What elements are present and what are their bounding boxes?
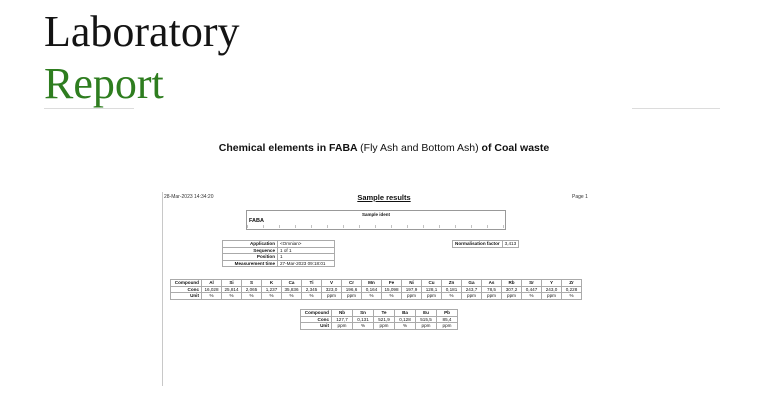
compound-cell: Sr — [522, 280, 542, 287]
compound-label: Compound — [171, 280, 202, 287]
conc-cell: 15,098 — [382, 286, 402, 293]
compound-cell: Ca — [282, 280, 302, 287]
conc-cell: 0,181 — [442, 286, 462, 293]
report-timestamp: 28-Mar-2023 14:34:20 — [164, 194, 214, 200]
compound-cell: Rb — [502, 280, 522, 287]
unit-cell: % — [302, 293, 322, 300]
compound-cell: Ga — [462, 280, 482, 287]
meta-value: 1 of 1 — [278, 247, 335, 254]
element-table-secondary — [300, 309, 458, 330]
compound-cell: Cr — [342, 280, 362, 287]
compound-cell: Nb — [332, 310, 353, 317]
slide-title-laboratory: Laboratory — [44, 7, 240, 56]
conc-cell: 16,028 — [202, 286, 222, 293]
compound-cell: Al — [202, 280, 222, 287]
meta-key: Application — [223, 241, 278, 248]
compound-cell: Eu — [416, 310, 437, 317]
compound-cell: Cu — [422, 280, 442, 287]
element-table-main — [170, 279, 582, 300]
conc-cell: 85,4 — [437, 316, 458, 323]
sample-results-title: Sample results — [357, 193, 411, 202]
unit-cell: % — [202, 293, 222, 300]
unit-cell: ppm — [482, 293, 502, 300]
conc-cell: 2,065 — [242, 286, 262, 293]
normalisation-label: Normalisation factor — [453, 241, 503, 248]
sample-ident-label: Sample ident — [361, 212, 390, 217]
conc-cell: 78,5 — [482, 286, 502, 293]
conc-cell: 35,836 — [282, 286, 302, 293]
normalisation-table — [452, 240, 519, 248]
meta-value: 27-Mar-2023 09:18:01 — [278, 260, 335, 267]
unit-cell: ppm — [422, 293, 442, 300]
unit-cell: % — [222, 293, 242, 300]
unit-cell: % — [395, 323, 416, 330]
compound-cell: V — [322, 280, 342, 287]
unit-cell: % — [522, 293, 542, 300]
compound-cell: Ti — [302, 280, 322, 287]
conc-cell: 243,7 — [462, 286, 482, 293]
conc-cell: 307,2 — [502, 286, 522, 293]
unit-cell: % — [562, 293, 582, 300]
compound-label: Compound — [301, 310, 332, 317]
compound-cell: Zn — [442, 280, 462, 287]
sample-ident-box — [246, 210, 506, 230]
compound-cell: Si — [222, 280, 242, 287]
conc-label: Conc — [171, 286, 202, 293]
unit-cell: ppm — [416, 323, 437, 330]
unit-cell: % — [242, 293, 262, 300]
conc-cell: 197,9 — [402, 286, 422, 293]
unit-cell: ppm — [322, 293, 342, 300]
report-sheet-edge — [162, 192, 163, 386]
conc-label: Conc — [301, 316, 332, 323]
compound-cell: Y — [542, 280, 562, 287]
conc-cell: 25,814 — [222, 286, 242, 293]
meta-key: Measurement time — [223, 260, 278, 267]
unit-cell: % — [382, 293, 402, 300]
sample-ident-value: FABA — [249, 218, 264, 224]
sample-ident-scale — [247, 225, 505, 228]
unit-cell: ppm — [402, 293, 422, 300]
compound-cell: As — [482, 280, 502, 287]
normalisation-row — [453, 241, 519, 248]
unit-cell: % — [262, 293, 282, 300]
unit-cell: ppm — [342, 293, 362, 300]
document-heading — [0, 142, 768, 154]
conc-cell: 0,228 — [562, 286, 582, 293]
unit-row — [171, 293, 582, 300]
unit-cell: ppm — [332, 323, 353, 330]
unit-row — [301, 323, 458, 330]
compound-cell: Pb — [437, 310, 458, 317]
conc-cell: 127,7 — [332, 316, 353, 323]
conc-cell: 0,128 — [395, 316, 416, 323]
meta-value: 1 — [278, 254, 335, 261]
unit-cell: ppm — [502, 293, 522, 300]
compound-cell: Mn — [362, 280, 382, 287]
page-number: Page 1 — [572, 194, 588, 200]
compound-cell: K — [262, 280, 282, 287]
meta-row — [223, 260, 335, 267]
unit-cell: % — [353, 323, 374, 330]
conc-cell: 0,447 — [522, 286, 542, 293]
compound-cell: Fe — [382, 280, 402, 287]
slide-title-report: Report — [44, 59, 164, 108]
unit-cell: ppm — [374, 323, 395, 330]
compound-cell: Te — [374, 310, 395, 317]
unit-cell: % — [282, 293, 302, 300]
normalisation-value: 3,413 — [502, 241, 519, 248]
compound-cell: Ni — [402, 280, 422, 287]
conc-cell: 0,164 — [362, 286, 382, 293]
meta-key: Sequence — [223, 247, 278, 254]
measurement-meta-table — [222, 240, 335, 267]
unit-cell: ppm — [462, 293, 482, 300]
compound-cell: S — [242, 280, 262, 287]
heading-main: Chemical elements in FABA — [218, 142, 358, 154]
conc-cell: 323,0 — [322, 286, 342, 293]
heading-tail: of Coal waste — [481, 142, 550, 154]
unit-cell: ppm — [542, 293, 562, 300]
unit-label: Unit — [171, 293, 202, 300]
compound-cell: Zr — [562, 280, 582, 287]
heading-note: (Fly Ash and Bottom Ash) — [360, 142, 479, 154]
conc-cell: 0,131 — [353, 316, 374, 323]
conc-cell: 2,345 — [302, 286, 322, 293]
compound-cell: Sn — [353, 310, 374, 317]
conc-cell: 1,237 — [262, 286, 282, 293]
unit-label: Unit — [301, 323, 332, 330]
conc-cell: 515,5 — [416, 316, 437, 323]
title-divider-left — [44, 108, 134, 109]
unit-cell: % — [362, 293, 382, 300]
unit-cell: % — [442, 293, 462, 300]
compound-cell: Ba — [395, 310, 416, 317]
unit-cell: ppm — [437, 323, 458, 330]
conc-cell: 521,9 — [374, 316, 395, 323]
conc-cell: 243,0 — [542, 286, 562, 293]
conc-cell: 196,6 — [342, 286, 362, 293]
meta-key: Position — [223, 254, 278, 261]
meta-value: <Omnian> — [278, 241, 335, 248]
conc-cell: 128,1 — [422, 286, 442, 293]
title-divider-right — [632, 108, 720, 109]
